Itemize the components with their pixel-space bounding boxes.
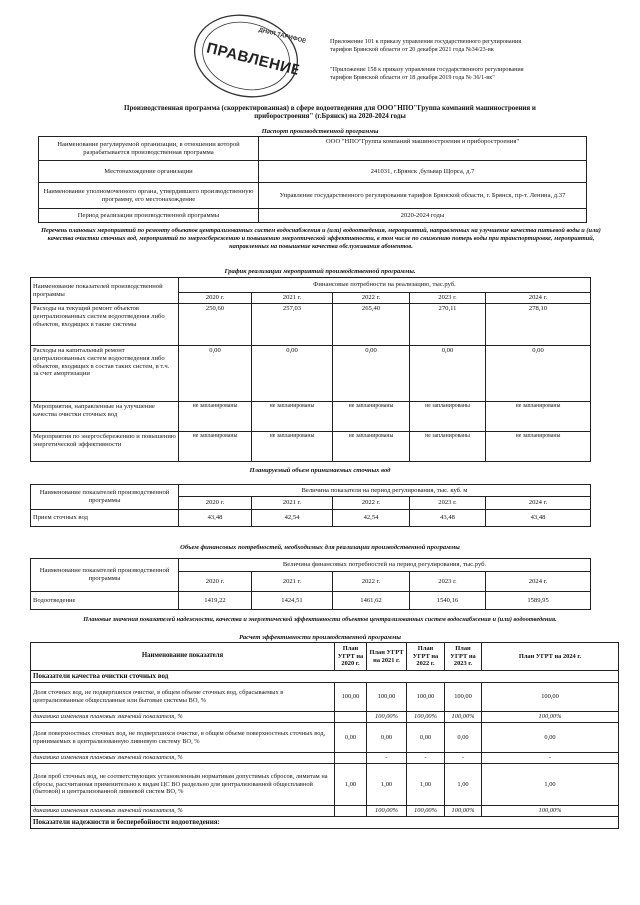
passport-label: Период реализации производственной программы — [39, 209, 259, 223]
value-cell: 0,00 — [367, 723, 407, 753]
finance-title: Объем финансовых потребностей, необходимых для реализации производственной программы — [180, 544, 460, 551]
svg-text:ПРАВЛЕНИЕ: ПРАВЛЕНИЕ — [204, 39, 304, 80]
value-cell: 100,00% — [407, 806, 445, 817]
value-cell: 1424,51 — [252, 592, 333, 610]
header-note-1: Приложение 101 к приказу управления государственного регулирования тарифов Брянской области от 20 декабря 2021 года №34/23-вк — [330, 38, 522, 53]
value-cell: не запланированы — [410, 432, 486, 462]
value-cell: 100,00% — [407, 712, 445, 723]
year-header: 2022 г. — [333, 572, 410, 592]
passport-value: 241031, г.Брянск ,бульвар Щорса, д.7 — [259, 161, 587, 183]
value-cell: 100,00 — [482, 683, 619, 712]
row-label: Мероприятия по энергосбережению и повышению энергетической эффективности — [31, 432, 179, 462]
year-header: 2021 г. — [252, 572, 333, 592]
value-cell: 0,00 — [179, 346, 252, 402]
passport-title: Паспорт производственной программы — [261, 128, 379, 135]
value-cell: не запланированы — [333, 402, 410, 432]
passport-value: 2020-2024 годы — [259, 209, 587, 223]
row-label: Прием сточных вод — [31, 510, 179, 527]
dynamics-label: динамика изменения плановых значений показателя, % — [31, 753, 335, 764]
value-cell — [335, 806, 367, 817]
group-header: Финансовые потребности на реализацию, тыс.руб. — [179, 278, 591, 293]
dynamics-label: динамика изменения плановых значений показателя, % — [31, 712, 335, 723]
column-header: Наименование показателей производственной программы — [31, 559, 179, 592]
group-header: Величина финансовых потребностей на период регулирования, тыс.руб. — [179, 559, 591, 572]
year-header: 2020 г. — [179, 572, 252, 592]
year-header: 2020 г. — [179, 497, 252, 510]
value-cell: 265,40 — [333, 304, 410, 346]
value-cell: 100,00 — [407, 683, 445, 712]
row-label: Доля сточных вод, не подвергшихся очистке, в общем объеме сточных вод, сбрасываемых в централизованные общесплавные или бытовые системы ВО, % — [31, 683, 335, 712]
schedule-title: График реализации мероприятий производственной программы. — [224, 268, 416, 275]
value-cell: 100,00 — [335, 683, 367, 712]
value-cell: 250,60 — [179, 304, 252, 346]
value-cell: 0,00 — [486, 346, 591, 402]
year-header: 2023 г. — [410, 293, 486, 304]
value-cell: - — [407, 753, 445, 764]
value-cell: 278,10 — [486, 304, 591, 346]
year-header: План УГРТ на 2021 г. — [367, 643, 407, 671]
value-cell: 1,00 — [482, 764, 619, 806]
value-cell: 0,00 — [333, 346, 410, 402]
value-cell: 0,00 — [410, 346, 486, 402]
value-cell: 100,00% — [482, 806, 619, 817]
official-stamp — [183, 2, 308, 110]
year-header: 2024 г. — [486, 293, 591, 304]
year-header: 2021 г. — [252, 497, 333, 510]
svg-text:ДНИЯ ТАРИФОВ: ДНИЯ ТАРИФОВ — [257, 27, 307, 46]
value-cell: 270,11 — [410, 304, 486, 346]
volume-title: Планируемый объем принимаемых сточных вод — [249, 467, 391, 474]
value-cell: 100,00% — [445, 712, 482, 723]
section-header: Показатели качества очистки сточных вод — [31, 671, 619, 683]
value-cell: 0,00 — [335, 723, 367, 753]
value-cell: 257,03 — [252, 304, 333, 346]
value-cell: 100,00% — [445, 806, 482, 817]
value-cell: - — [445, 753, 482, 764]
value-cell: 100,00% — [367, 712, 407, 723]
dynamics-label: динамика изменения плановых значений показателя, % — [31, 806, 335, 817]
value-cell: 100,00 — [367, 683, 407, 712]
year-header: План УГРТ на 2023 г. — [445, 643, 482, 671]
year-header: 2023 г. — [410, 497, 486, 510]
column-header: Наименование показателей производственной программы — [31, 485, 179, 510]
efficiency-title: Плановые значения показателей надежности, качества и энергетической эффективности объектов централизованных систем водоснабжения и (или) водоотведения. — [83, 616, 557, 623]
passport-value: ООО "НПО"Группа компаний машиностроения и приборостроения" — [259, 137, 587, 161]
value-cell: 1461,62 — [333, 592, 410, 610]
volume-table — [30, 484, 591, 527]
value-cell: 43,48 — [410, 510, 486, 527]
value-cell: 1540,16 — [410, 592, 486, 610]
year-header: 2024 г. — [486, 497, 591, 510]
value-cell: 43,48 — [179, 510, 252, 527]
section-header: Показатели надежности и бесперебойности водоотведения: — [31, 817, 619, 829]
value-cell: не запланированы — [179, 432, 252, 462]
value-cell: 1,00 — [335, 764, 367, 806]
measures-title: Перечень плановых мероприятий по ремонту объектов централизованных систем водоснабжения и (или) водоотведения, мероприятий, направленных на улучшение качества питьевой воды и (или) качества очистки сточных вод, мероприятий по энергосбережению и повышению энергетической эффективности, в том числе по снижению потерь воды при транспортировке, мероприятий, направленных на повышение качества обслуживания абонентов. — [41, 227, 601, 251]
value-cell: 0,00 — [482, 723, 619, 753]
year-header: 2024 г. — [486, 572, 591, 592]
value-cell: 43,48 — [486, 510, 591, 527]
header-note-2: "Приложение 158 к приказу управления государственного регулирования тарифов Брянской области от 18 декабря 2019 года № 36/1-вк" — [330, 66, 524, 81]
value-cell: 100,00% — [482, 712, 619, 723]
year-header: 2022 г. — [333, 497, 410, 510]
year-header: План УГРТ на 2020 г. — [335, 643, 367, 671]
year-header: 2021 г. — [252, 293, 333, 304]
year-header: План УГРТ на 2024 г. — [482, 643, 619, 671]
value-cell: 1419,22 — [179, 592, 252, 610]
column-header: Наименование показателей производственной программы — [31, 278, 179, 304]
value-cell: 100,00 — [445, 683, 482, 712]
value-cell: не запланированы — [179, 402, 252, 432]
passport-table — [38, 136, 587, 223]
value-cell — [335, 712, 367, 723]
passport-label: Наименование уполномоченного органа, утвердившего производственную программу, его местонахождение — [39, 183, 259, 209]
value-cell: не запланированы — [486, 402, 591, 432]
value-cell: 1589,95 — [486, 592, 591, 610]
passport-label: Местонахождение организации — [39, 161, 259, 183]
value-cell: 100,00% — [367, 806, 407, 817]
value-cell: не запланированы — [410, 402, 486, 432]
year-header: 2022 г. — [333, 293, 410, 304]
group-header: Величина показателя на период регулирования, тыс. куб. м — [179, 485, 591, 497]
year-header: 2023 г. — [410, 572, 486, 592]
row-label: Мероприятия, направленные на улучшение качества очистки сточных вод — [31, 402, 179, 432]
row-label: Доля поверхностных сточных вод, не подвергшихся очистке, в общем объеме поверхностных сточных вод, принимаемых в централизованную ливневую систему ВО, % — [31, 723, 335, 753]
passport-value: Управление государственного регулирования тарифов Брянской области, г. Брянск, пр-т. Ленина, д.37 — [259, 183, 587, 209]
value-cell: 1,00 — [407, 764, 445, 806]
row-label: Доля проб сточных вод, не соответствующих установленным нормативам допустимых сбросов, лимитам на сбросы, рассчитанная применительно к видам ЦС ВО раздельно для централизованной общесплавной (бытовой) и централизованной ливневой систем ВО, % — [31, 764, 335, 806]
column-header: Наименование показателя — [31, 643, 335, 671]
value-cell: не запланированы — [252, 402, 333, 432]
year-header: 2020 г. — [179, 293, 252, 304]
document-title: Производственная программа (скорректированная) в сфере водоотведения для ООО"НПО"Группа компаний машиностроения и приборостроения" (г.Брянск) на 2020-2024 годы — [124, 104, 536, 121]
value-cell — [335, 753, 367, 764]
value-cell: 1,00 — [445, 764, 482, 806]
efficiency-calc-title: Расчет эффективности производственной программы — [239, 634, 401, 641]
value-cell: - — [367, 753, 407, 764]
value-cell: 0,00 — [252, 346, 333, 402]
value-cell: 42,54 — [252, 510, 333, 527]
row-label: Расходы на текущий ремонт объектов централизованных систем водоотведения либо объектов, входящих в такие системы — [31, 304, 179, 346]
row-label: Водоотведение — [31, 592, 179, 610]
passport-label: Наименование регулируемой организации, в отношении которой разрабатывается производственная программа — [39, 137, 259, 161]
measures-table — [30, 277, 591, 462]
year-header: План УГРТ на 2022 г. — [407, 643, 445, 671]
value-cell: не запланированы — [252, 432, 333, 462]
value-cell: 0,00 — [407, 723, 445, 753]
value-cell: 0,00 — [445, 723, 482, 753]
value-cell: не запланированы — [333, 432, 410, 462]
value-cell: не запланированы — [486, 432, 591, 462]
finance-table — [30, 558, 591, 610]
value-cell: - — [482, 753, 619, 764]
value-cell: 1,00 — [367, 764, 407, 806]
row-label: Расходы на капитальный ремонт централизованных систем водоотведения либо объектов, входящих в состав таких систем, в т.ч. за счет амортизации — [31, 346, 179, 402]
efficiency-table — [30, 642, 619, 829]
value-cell: 42,54 — [333, 510, 410, 527]
